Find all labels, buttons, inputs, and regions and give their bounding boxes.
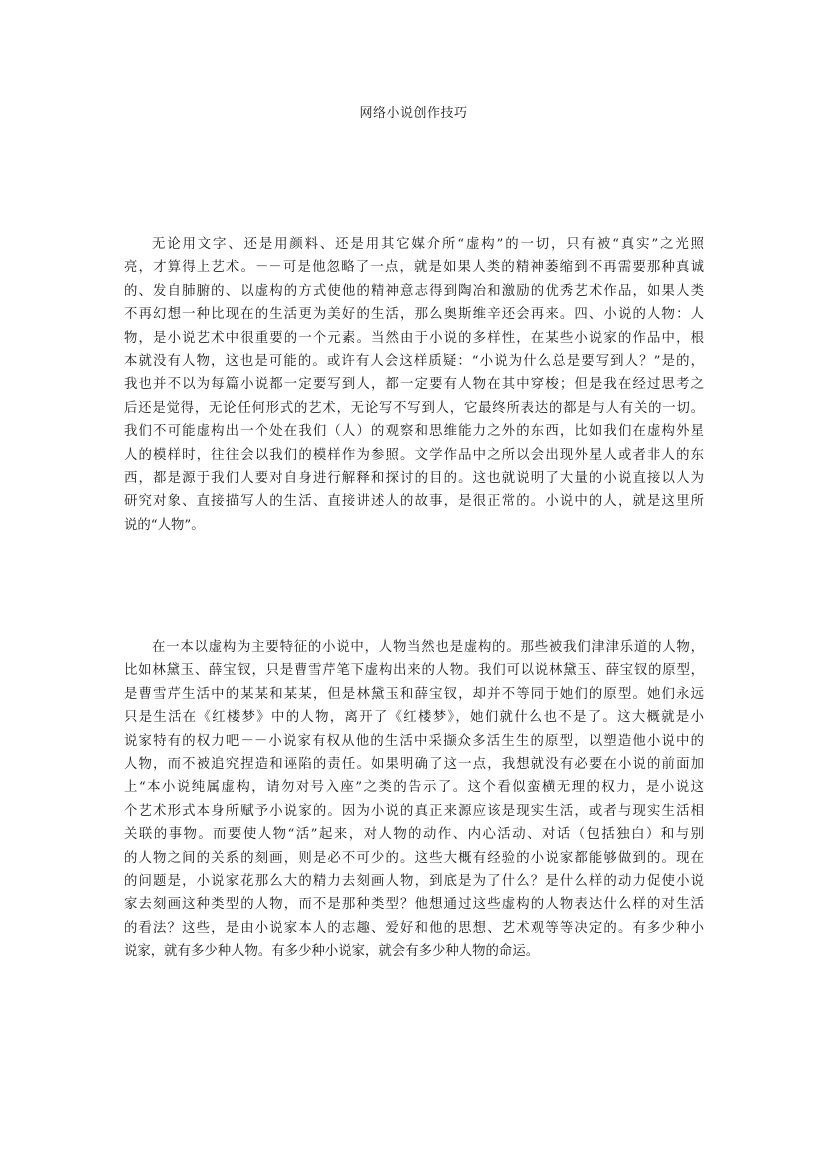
paragraph-line: 研究对象、直接描写人的生活、直接讲述人的故事，是很正常的。小说中的人，就是这里所	[124, 494, 704, 510]
paragraph-line: 不再幻想一种比现在的生活更为美好的生活，那么奥斯维辛还会再来。四、小说的人物：人	[124, 307, 704, 323]
paragraph-line: 无论用文字、还是用颜料、还是用其它媒介所“虚构”的一切，只有被“真实”之光照	[152, 237, 704, 252]
paragraph-line: 我们不可能虚构出一个处在我们（人）的观察和思维能力之外的东西，比如我们在虚构外星	[124, 424, 704, 440]
document-title: 网络小说创作技巧	[359, 106, 468, 121]
paragraph-line: 西，都是源于我们人要对自身进行解释和探讨的目的。这也就说明了大量的小说直接以人为	[124, 470, 704, 486]
paragraph-line: 比如林黛玉、薛宝钗，只是曹雪芹笔下虚构出来的人物。我们可以说林黛玉、薛宝钗的原型，	[124, 663, 704, 679]
paragraph-line: 上“本小说纯属虚构，请勿对号入座”之类的告示了。这个看似蛮横无理的权力，是小说这	[124, 780, 704, 796]
paragraph-line: 的人物之间的关系的刻画，则是必不可少的。这些大概有经验的小说家都能够做到的。现在	[124, 850, 704, 866]
paragraph-2	[124, 636, 704, 963]
paragraph-line: 个艺术形式本身所赋予小说家的。因为小说的真正来源应该是现实生活，或者与现实生活相	[124, 803, 704, 819]
paragraph-line: 人物，而不被追究捏造和诬陷的责任。如果明确了这一点，我想就没有必要在小说的前面加	[124, 756, 704, 772]
paragraph-line: 只是生活在《红楼梦》中的人物，离开了《红楼梦》，她们就什么也不是了。这大概就是小	[124, 710, 704, 726]
paragraph-line: 我也并不以为每篇小说都一定要写到人，都一定要有人物在其中穿梭；但是我在经过思考之	[124, 377, 704, 393]
paragraph-line: 是曹雪芹生活中的某某和某某，但是林黛玉和薛宝钗，却并不等同于她们的原型。她们永远	[124, 686, 704, 702]
paragraph-line: 后还是觉得，无论任何形式的艺术，无论写不写到人，它最终所表达的都是与人有关的一切。	[124, 400, 704, 416]
paragraph-line: 家去刻画这种类型的人物，而不是那种类型？他想通过这些虚构的人物表达什么样的对生活	[124, 897, 704, 913]
paragraph-line: 亮，才算得上艺术。－－可是他忽略了一点，就是如果人类的精神萎缩到不再需要那种真诚	[124, 260, 704, 276]
paragraph-line: 说家特有的权力吧－－小说家有权从他的生活中采撷众多活生生的原型，以塑造他小说中的	[124, 733, 704, 749]
paragraph-line: 说家，就有多少种人物。有多少种小说家，就会有多少种人物的命运。	[124, 944, 540, 960]
paragraph-line: 的问题是，小说家花那么大的精力去刻画人物，到底是为了什么？是什么样的动力促使小说	[124, 873, 704, 889]
paragraph-line: 在一本以虚构为主要特征的小说中，人物当然也是虚构的。那些被我们津津乐道的人物，	[152, 640, 704, 655]
paragraph-line: 的看法？这些，是由小说家本人的志趣、爱好和他的思想、艺术观等等决定的。有多少种小	[124, 920, 704, 936]
paragraph-1	[124, 233, 704, 537]
paragraph-line: 的、发自肺腑的、以虚构的方式使他的精神意志得到陶冶和激励的优秀艺术作品，如果人类	[124, 283, 704, 299]
paragraph-line: 说的“人物”。	[124, 517, 205, 533]
paragraph-line: 物，是小说艺术中很重要的一个元素。当然由于小说的多样性，在某些小说家的作品中，根	[124, 330, 704, 346]
paragraph-line: 本就没有人物，这也是可能的。或许有人会这样质疑：“小说为什么总是要写到人？”是的，	[124, 353, 704, 369]
paragraph-line: 关联的事物。而要使人物“活”起来，对人物的动作、内心活动、对话（包括独白）和与别	[124, 827, 704, 843]
paragraph-line: 人的模样时，往往会以我们的模样作为参照。文学作品中之所以会出现外星人或者非人的东	[124, 447, 704, 463]
